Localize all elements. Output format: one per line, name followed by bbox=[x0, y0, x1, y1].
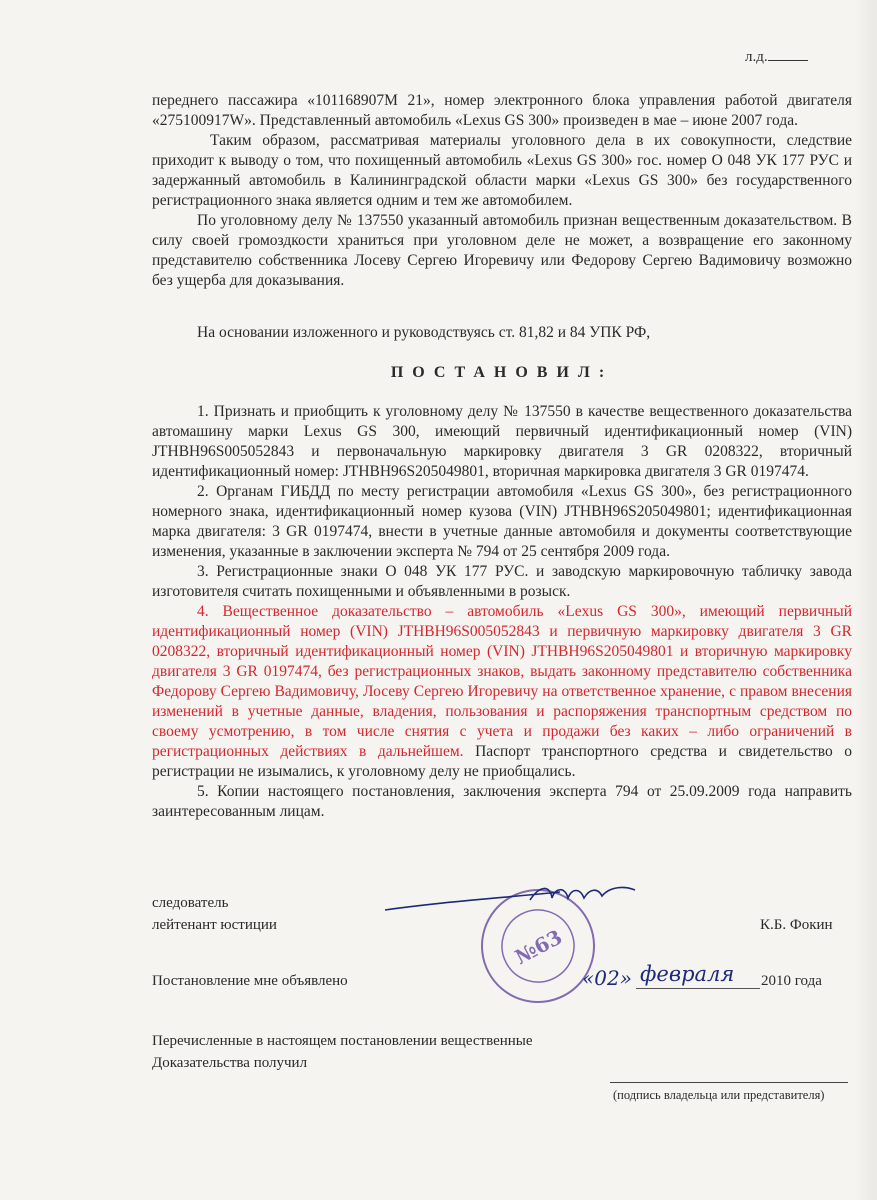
item-3: 3. Регистрационные знаки О 048 УК 177 РУС. и заводскую маркировочную табличку завода изготовителя считать похищенными и объявленными в розыск. bbox=[152, 563, 852, 600]
paragraph-evidence: По уголовному делу № 137550 указанный автомобиль признан вещественным доказательством. В силу своей громоздкости храниться при уголовном деле не может, а возвращение его законному представителю собственника Лосеву Сергею Игоревичу или Федорову Сергею Вадимовичу возможно без ущерба для доказывания. bbox=[152, 212, 852, 289]
paragraph-basis-wrap bbox=[152, 323, 852, 343]
date-open-quote: « bbox=[582, 966, 595, 990]
item-4 bbox=[152, 602, 852, 782]
stamp-number: №63 bbox=[510, 924, 566, 970]
body-text-top bbox=[152, 91, 852, 291]
item-1: 1. Признать и приобщить к уголовному делу № 137550 в качестве вещественного доказательства автомашину марки Lexus GS 300, имеющий первичный идентификационный номер (VIN) JTHBH96S005052843 и первоначальную маркировку двигателя 3 GR 0208322, вторичный идентификационный номер: JTHBH96S205049801, вторичная маркировка двигателя 3 GR 0197474. bbox=[152, 403, 852, 480]
item-5: 5. Копии настоящего постановления, заключения эксперта 794 от 25.09.2009 года направить заинтересованным лицам. bbox=[152, 783, 852, 820]
date-day-handwritten bbox=[582, 966, 632, 990]
signer-role-line1: следователь bbox=[152, 895, 229, 911]
item-4-red-text: 4. Вещественное доказательство – автомобиль «Lexus GS 300», имеющий первичный идентификационный номер (VIN) JTHBH96S005052843 и первичную маркировку двигателя 3 GR 0208322, вторичный идентификационный номер (VIN) JTHBH96S205049801 и вторичную маркировку двигателя 3 GR 0197474, без регистрационных знаков, выдать законному представителю собственника Федорову Сергею Вадимовичу, Лосеву Сергею Игоревичу на ответственное хранение, с правом внесения изменений в учетные данные, владения, пользования и распоряжения транспортным средством по своему усмотрению, в том числе снятия с учета и продажи без каких – либо ограничений в регистрационных действиях в дальнейшем. bbox=[152, 603, 852, 760]
ld-label: л.д. bbox=[745, 49, 768, 65]
owner-signature-line bbox=[610, 1082, 848, 1083]
page-edge-shadow bbox=[855, 0, 877, 1200]
resolution-items bbox=[152, 402, 852, 822]
announced-label: Постановление мне объявлено bbox=[152, 973, 348, 989]
resolution-title: ПОСТАНОВИЛ: bbox=[390, 364, 614, 381]
date-underline bbox=[636, 988, 760, 989]
signer-name: К.Б. Фокин bbox=[760, 917, 833, 933]
date-year: 2010 года bbox=[761, 973, 822, 989]
owner-signature-caption: (подпись владельца или представителя) bbox=[613, 1088, 825, 1102]
date-close-quote: » bbox=[619, 966, 632, 990]
paragraph-basis: На основании изложенного и руководствуясь ст. 81,82 и 84 УПК РФ, bbox=[197, 324, 651, 341]
investigator-signature bbox=[380, 880, 640, 940]
received-line2: Доказательства получил bbox=[152, 1055, 308, 1071]
paragraph-vehicle-details: переднего пассажира «101168907М 21», номер электронного блока управления работой двигателя «275100917W». Представленный автомобиль «Lexus GS 300» произведен в мае – июне 2007 года. bbox=[152, 92, 852, 129]
signer-role-line2: лейтенант юстиции bbox=[152, 917, 277, 933]
signer-role bbox=[152, 892, 277, 936]
item-4-black-text: Паспорт транспортного средства и свидетельство о регистрации не изымались, к уголовному делу не приобщались. bbox=[152, 743, 852, 780]
received-statement bbox=[152, 1030, 533, 1074]
ld-blank-line bbox=[768, 48, 808, 61]
date-day: 02 bbox=[594, 966, 620, 990]
date-month-handwritten: февраля bbox=[640, 962, 735, 986]
case-sheet-label bbox=[745, 48, 808, 66]
received-line1: Перечисленные в настоящем постановлении вещественные bbox=[152, 1033, 533, 1049]
paragraph-conclusion: Таким образом, рассматривая материалы уголовного дела в их совокупности, следствие приходит к выводу о том, что похищенный автомобиль «Lexus GS 300» гос. номер О 048 УК 177 РУС и задержанный автомобиль в Калининградской области марки «Lexus GS 300» без государственного регистрационного знака является одним и тем же автомобилем. bbox=[152, 132, 852, 209]
item-2: 2. Органам ГИБДД по месту регистрации автомобиля «Lexus GS 300», без регистрационного номерного знака, идентификационный номер кузова (VIN) JTHBH96S205049801; идентификационная марка двигателя: 3 GR 0197474, внести в учетные данные автомобиля и документы соответствующие изменения, указанные в заключении эксперта № 794 от 25 сентября 2009 года. bbox=[152, 483, 852, 560]
